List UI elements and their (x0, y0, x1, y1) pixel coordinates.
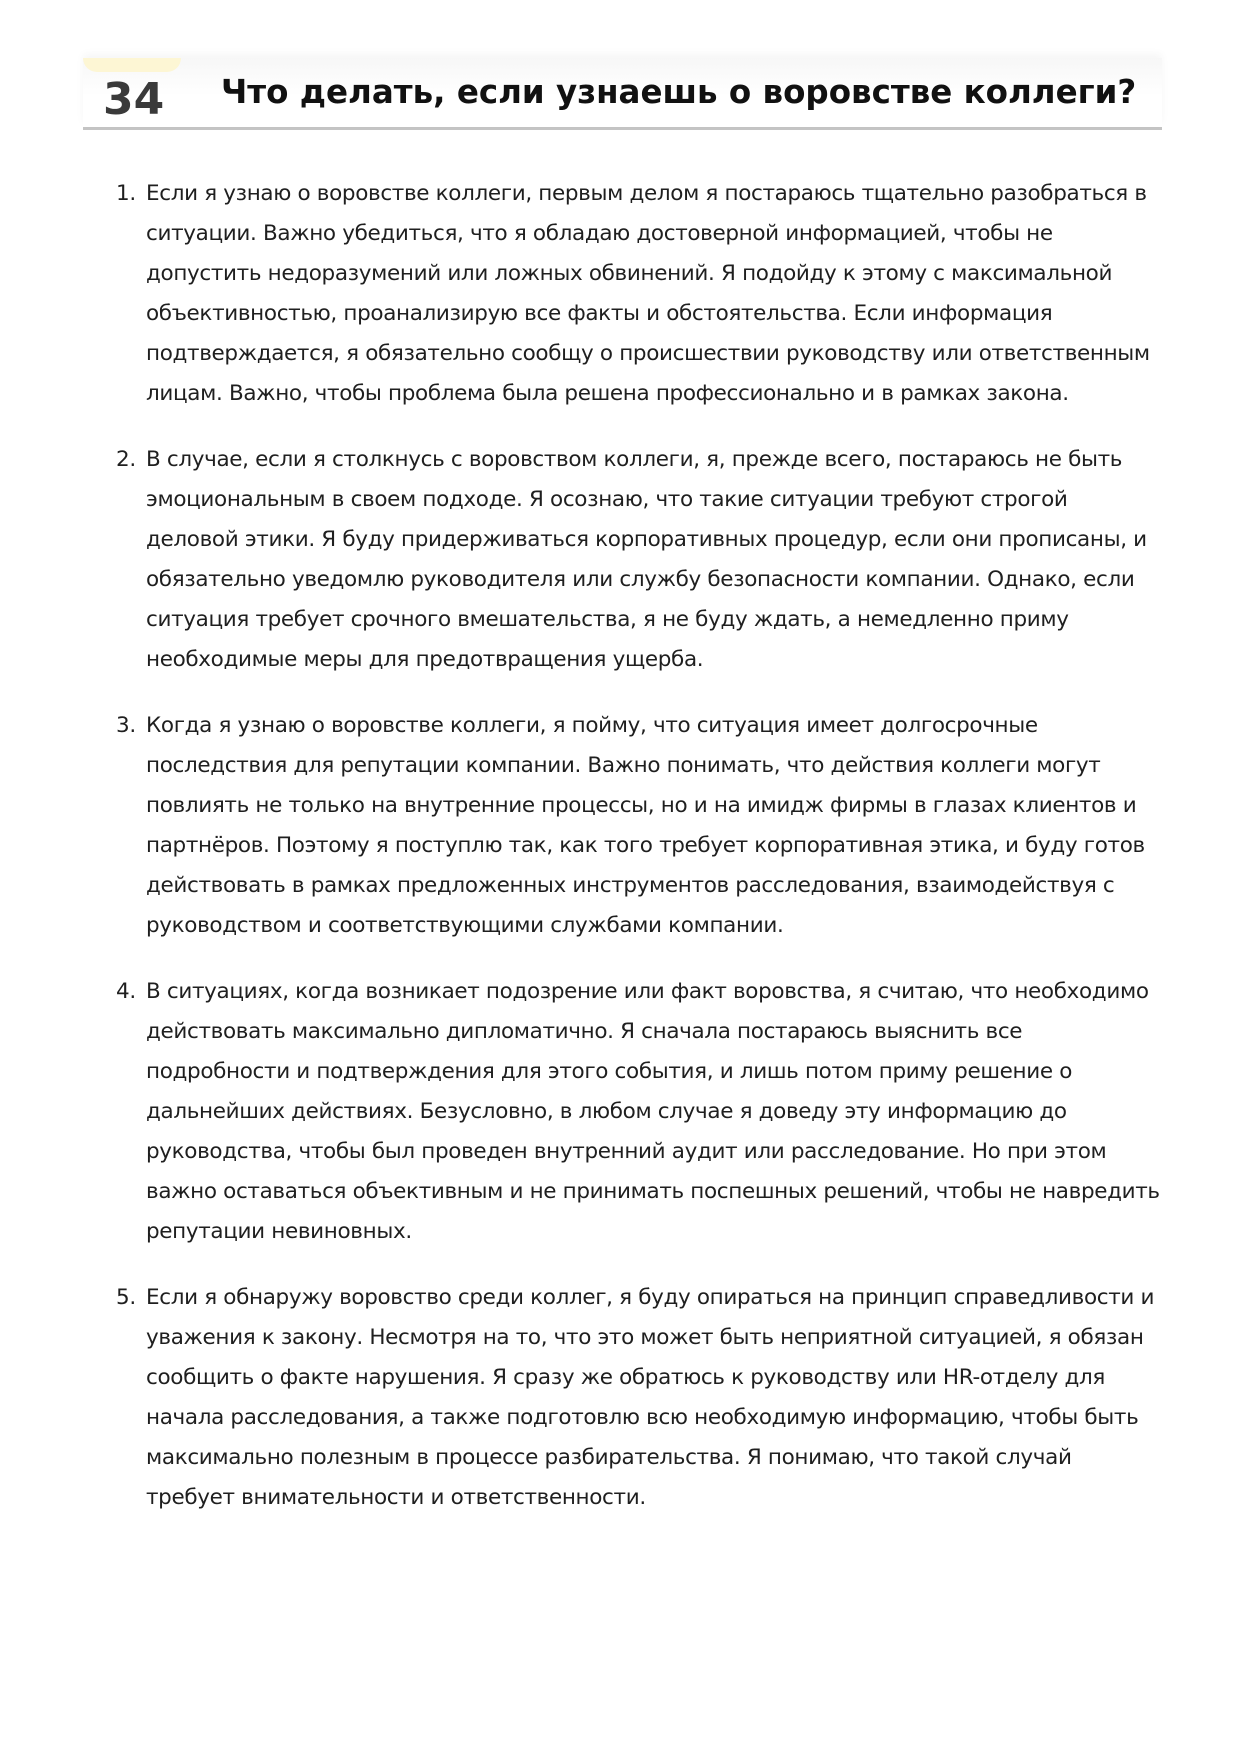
page-header (83, 58, 1162, 130)
answer-text: В случае, если я столкнусь с воровством коллеги, я, прежде всего, постараюсь не быть эмоциональным в своем подходе. Я осознаю, что такие ситуации требуют строгой деловой этики. Я буду придерживаться корпоративных процедур, если они прописаны, и обязательно уведомлю руководителя или службу безопасности компании. Однако, если ситуация требует срочного вмешательства, я не буду ждать, а немедленно приму необходимые меры для предотвращения ущерба. (146, 447, 1147, 672)
answer-text: В ситуациях, когда возникает подозрение или факт воровства, я считаю, что необходимо действовать максимально дипломатично. Я сначала постараюсь выяснить все подробности и подтверждения для этого события, и лишь потом приму решение о дальнейших действиях. Безусловно, в любом случае я доведу эту информацию до руководства, чтобы был проведен внутренний аудит или расследование. Но при этом важно оставаться объективным и не принимать поспешных решений, чтобы не навредить репутации невиновных. (146, 979, 1160, 1244)
answer-list (116, 174, 1166, 1518)
answer-text: Когда я узнаю о воровстве коллеги, я пойму, что ситуация имеет долгосрочные последствия для репутации компании. Важно понимать, что действия коллеги могут повлиять не только на внутренние процессы, но и на имидж фирмы в глазах клиентов и партнёров. Поэтому я поступлю так, как того требует корпоративная этика, и буду готов действовать в рамках предложенных инструментов расследования, взаимодействуя с руководством и соответствующими службами компании. (146, 713, 1145, 938)
page-number: 34 (103, 74, 165, 125)
answer-item-2 (116, 440, 1166, 680)
answer-text: Если я обнаружу воровство среди коллег, я буду опираться на принцип справедливости и уважения к закону. Несмотря на то, что это может быть неприятной ситуацией, я обязан сообщить о факте нарушения. Я сразу же обратюсь к руководству или HR-отделу для начала расследования, а также подготовлю всю необходимую информацию, чтобы быть максимально полезным в процессе разбирательства. Я понимаю, что такой случай требует внимательности и ответственности. (146, 1285, 1155, 1510)
answer-number: 4. (116, 979, 136, 1004)
page-title: Что делать, если узнаешь о воровстве коллеги? (221, 73, 1137, 111)
answer-number: 5. (116, 1285, 136, 1310)
answer-number: 2. (116, 447, 136, 472)
answer-item-3 (116, 706, 1166, 946)
answer-text: Если я узнаю о воровстве коллеги, первым делом я постараюсь тщательно разобраться в ситуации. Важно убедиться, что я обладаю достоверной информацией, чтобы не допустить недоразумений или ложных обвинений. Я подойду к этому с максимальной объективностью, проанализирую все факты и обстоятельства. Если информация подтверждается, я обязательно сообщу о происшествии руководству или ответственным лицам. Важно, чтобы проблема была решена профессионально и в рамках закона. (146, 181, 1150, 406)
answer-item-5 (116, 1278, 1166, 1518)
answer-item-1 (116, 174, 1166, 414)
page-number-tab-highlight (83, 58, 181, 72)
answer-number: 3. (116, 713, 136, 738)
answer-item-4 (116, 972, 1166, 1252)
answers-content (116, 174, 1166, 1544)
answer-number: 1. (116, 181, 136, 206)
